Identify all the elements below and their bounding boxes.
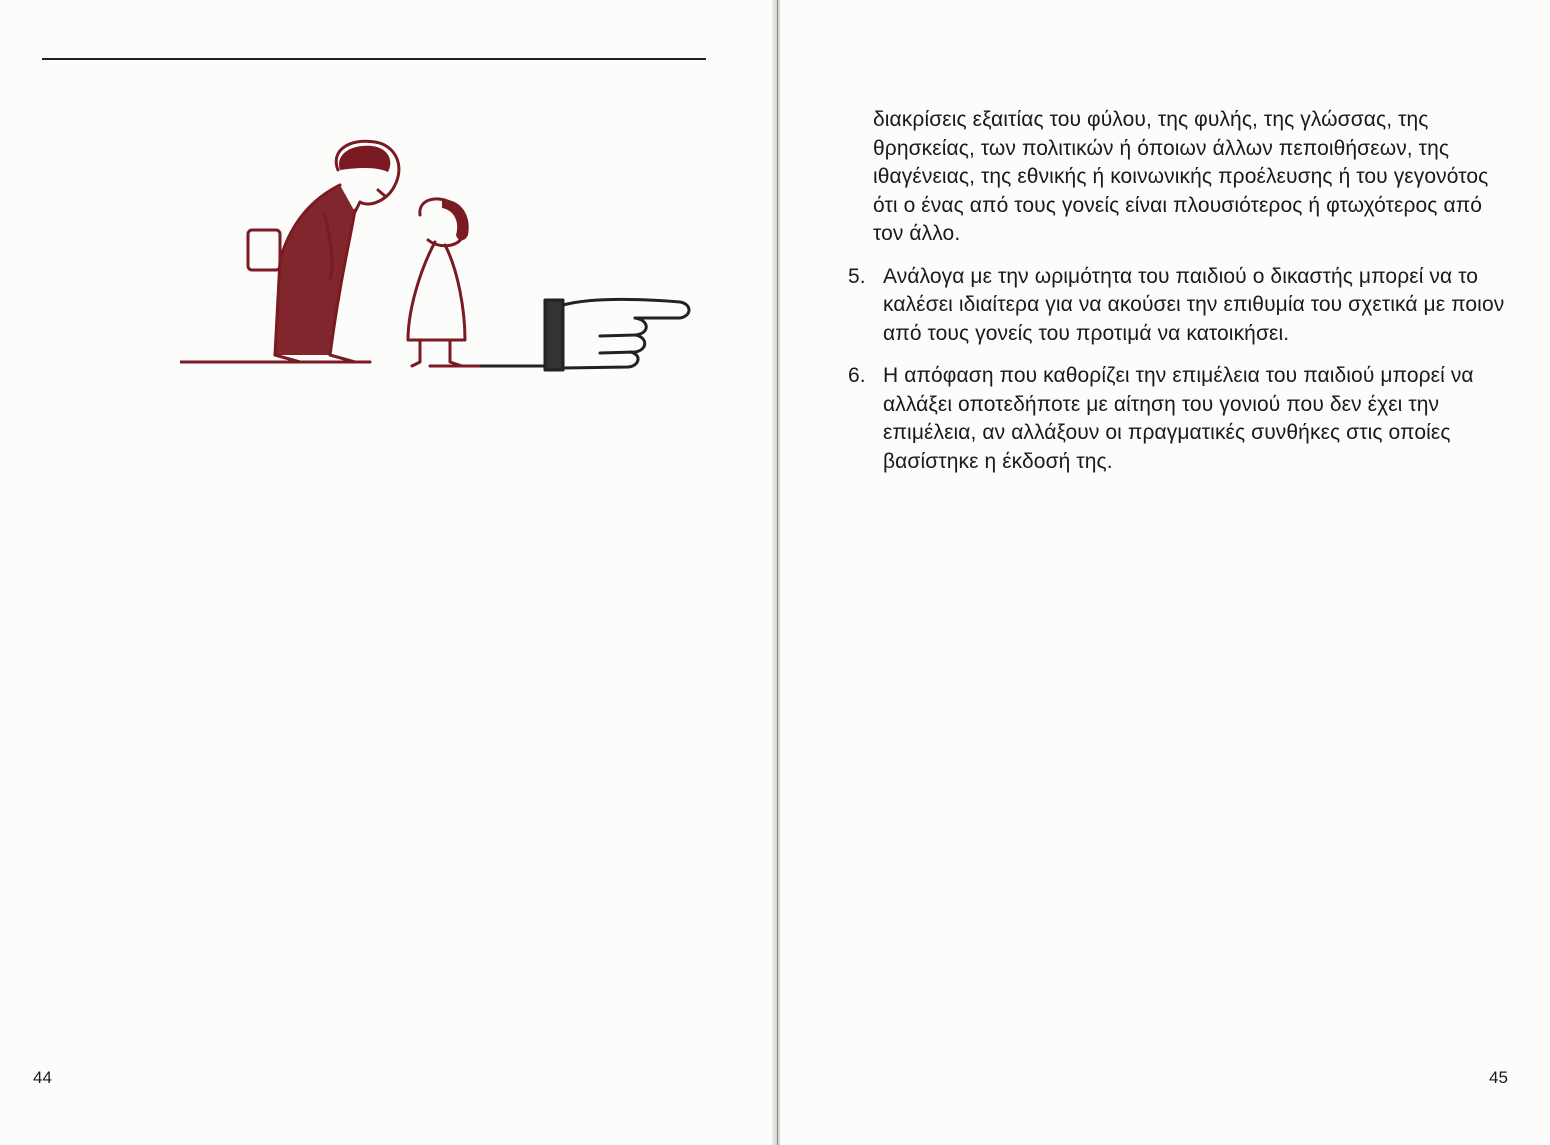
header-rule-left (42, 58, 706, 60)
page-number-left: 44 (33, 1068, 52, 1087)
page-number-right: 45 (1489, 1068, 1508, 1087)
continuation-paragraph: διακρίσεις εξαιτίας του φύλου, της φυλής, της γλώσσας, της θρησκείας, των πολιτικών ή όποιων άλλων πεποιθήσεων, της ιθαγένειας, της εθνικής ή κοινωνικής προέλευσης ή του γεγονότος ότι ο ένας από τους γονείς είναι πλουσιότερος ή φτωχότερος από τον άλλο. (873, 108, 1489, 245)
adult-child-pointing-hand-illustration (180, 130, 700, 380)
list-item-text: Ανάλογα με την ωριμότητα του παιδιού ο δικαστής μπορεί να το καλέσει ιδιαίτερα για να ακούσει την επιθυμία του σχετικά με ποιον από τους γονείς του προτιμά να κατοικήσει. (883, 264, 1505, 345)
gutter-fold-line (777, 0, 778, 1145)
list-item-text: Η απόφαση που καθορίζει την επιμέλεια του παιδιού μπορεί να αλλάξει οποτεδήποτε με αίτηση του γονιού που δεν έχει την επιμέλεια, αν αλλάξουν οι πραγματικές συνθήκες στις οποίες βασίστηκε η έκδοσή της. (883, 364, 1474, 473)
right-page-body (848, 106, 1512, 490)
numbered-list (848, 263, 1512, 477)
list-item (848, 263, 1512, 349)
list-item-number: 6. (848, 364, 866, 387)
list-item-number: 5. (848, 264, 866, 288)
list-item (848, 362, 1512, 476)
